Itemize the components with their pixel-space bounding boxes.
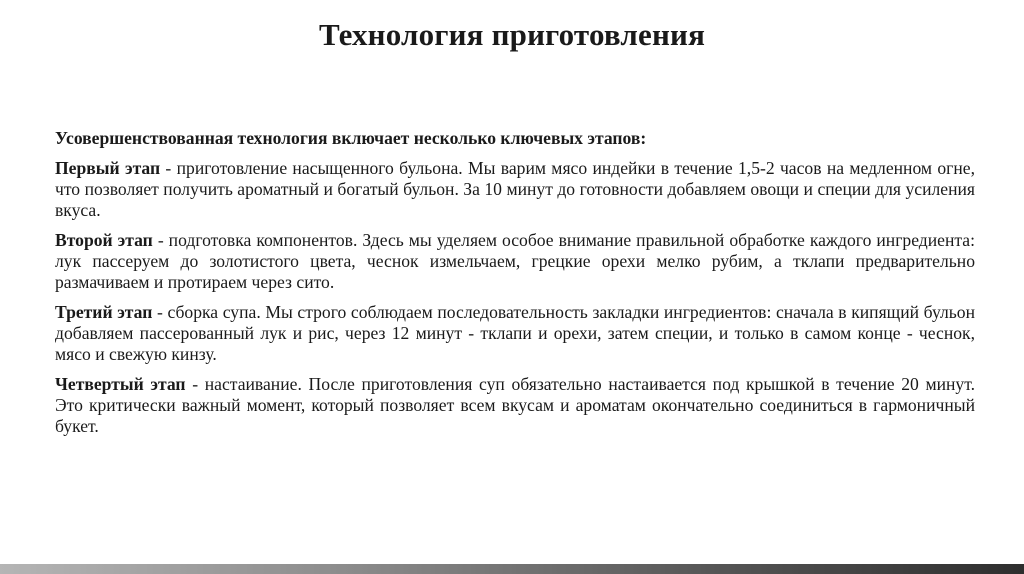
intro-text: Усовершенствованная технология включает несколько ключевых этапов: <box>55 128 647 148</box>
stage-name: Первый этап <box>55 158 161 178</box>
slide-title: Технология приготовления <box>318 17 706 52</box>
stage-text: - настаивание. После приготовления суп обязательно настаивается под крышкой в течение 20 минут. Это критически важный момент, который позволяет всем вкусам и ароматам окончательно соединиться в гармоничный букет. <box>55 374 975 436</box>
stage-paragraph <box>55 158 975 221</box>
stage-paragraph <box>55 230 975 293</box>
stage-text: - приготовление насыщенного бульона. Мы варим мясо индейки в течение 1,5-2 часов на медленном огне, что позволяет получить ароматный и богатый бульон. За 10 минут до готовности добавляем овощи и специи для усиления вкуса. <box>55 158 975 220</box>
stage-name: Четвертый этап <box>55 374 186 394</box>
stage-text: - подготовка компонентов. Здесь мы уделяем особое внимание правильной обработке каждого ингредиента: лук пассеруем до золотистого цвета, чеснок измельчаем, грецкие орехи мелко рубим, а тклапи предварительно размачиваем и протираем через сито. <box>55 230 975 292</box>
stage-paragraph <box>55 374 975 437</box>
stage-text: - сборка супа. Мы строго соблюдаем последовательность закладки ингредиентов: сначала в кипящий бульон добавляем пассерованный лук и рис, через 12 минут - тклапи и орехи, затем специи, и только в самом конце - чеснок, мясо и свежую кинзу. <box>55 302 975 364</box>
slide-content <box>55 128 975 446</box>
bottom-gradient-bar <box>0 564 1024 574</box>
stage-name: Третий этап <box>55 302 153 322</box>
stage-name: Второй этап <box>55 230 153 250</box>
stage-paragraph <box>55 302 975 365</box>
